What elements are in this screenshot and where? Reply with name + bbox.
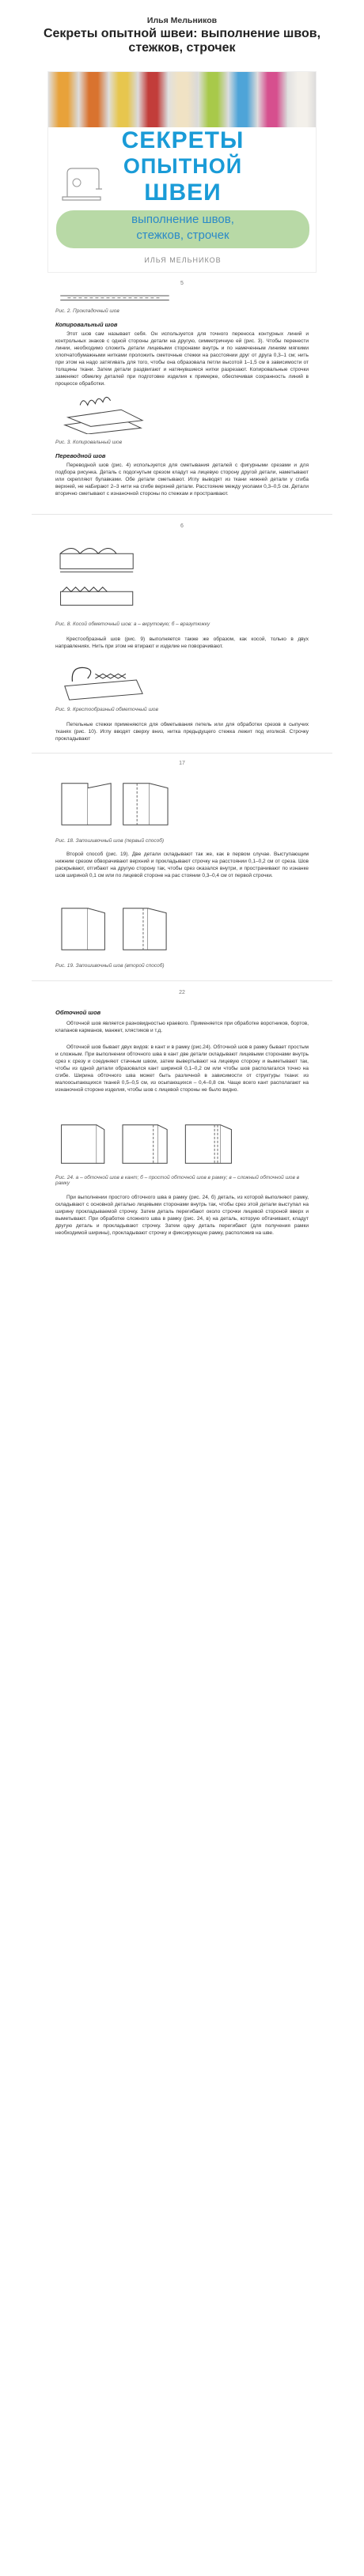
page-number: 5 [180, 281, 184, 286]
thread-spool [228, 72, 258, 127]
figure-caption: Рис. 3. Копировальный шов [55, 440, 122, 445]
body-paragraph: Этот шов сам называет себя. Он используется для точного переноса контурных линий и контрольных знаков с одной стороны детали на другую, симметричную ей (рис. 3). Чтобы перенести линии, необходимо сложить детали лицевыми сторонами внутрь и по намеченным линиям мягкими хлопчатобумажными нитками проложить сметочные стежки на расстоянии друг от друга 0,3–1 см; нить при этом на надо затягивать для того, чтобы она образовала петли высотой 1–1,5 см в зависимости от толщины ткани. Затем детали раздвигают и натянувшиеся нитки разрезают. Копировальные строчки заменяют обмелку деталей при подготовке изделия к примерке, обеспечивая сохранность линий в процессе обработки. [55, 331, 309, 387]
section-heading: Копировальный шов [55, 321, 118, 328]
cover-title-line3: ШВЕИ [144, 179, 222, 206]
page-separator [32, 753, 332, 754]
body-paragraph: Обточной шов бывает двух видов: в кант и в рамку (рис.24). Обточной шов в рамку бывает простым и сложным. При выполнении обточного шва в кант две детали складывают лицевыми сторонами внутрь срез к срезу и соединяют стачным швом, затем вывертывают на лицевую сторону и выметывают так, чтобы из одной детали образовался кант шириной 0,1–0,2 см или чтобы шов располагался точно на сгибе. Ширина обточного шва может быть различной в зависимости от структуры ткани: из малоосыпающихся тканей 0,5–0,5 см, из осыпающихся – 0,4–0,8 см. Чаще всего кант располагают на изнаночной стороне изделия, чтобы шов с лицевой стороны не было видно. [55, 1044, 309, 1093]
section-heading: Переводной шов [55, 452, 106, 459]
section-heading: Обточной шов [55, 1009, 101, 1016]
cover-title-line1: СЕКРЕТЫ [121, 127, 245, 153]
book-cover [47, 71, 317, 273]
thread-spool [138, 72, 168, 127]
cover-title-line2: ОПЫТНОЙ [123, 154, 243, 178]
thread-spool [198, 72, 228, 127]
body-paragraph: Крестообразный шов (рис. 9) выполняется также же образом, как косой, только в двух направлениях. Нить при этом не втирают и изделие не поворачивают. [55, 636, 309, 649]
book-title: Секреты опытной швеи: выполнение швов, стежков, строчек [43, 27, 321, 55]
book-author: Илья Мельников [146, 16, 218, 25]
thread-spool [78, 72, 108, 127]
page-separator [32, 980, 332, 981]
seam-figure-24 [55, 1120, 237, 1169]
figure-caption: Рис. 2. Прокладочный шов [55, 308, 119, 314]
thread-spool [108, 72, 138, 127]
seam-figure-8a [55, 538, 142, 577]
cover-subtitle-line2: стежков, строчек [136, 229, 229, 242]
thread-spool [257, 72, 287, 127]
seam-figure-9 [55, 658, 150, 702]
seam-figure-18 [55, 776, 174, 832]
page-number: 6 [180, 523, 184, 529]
body-paragraph: При выполнении простого обточного шва в рамку (рис. 24, б) деталь, из которой выполняют рамку, складывают с основной деталью лицевыми сторонами внутрь так, чтобы срез этой детали выступал на ширину прокладываемой строчку. Затем деталь перегибают около строчки лицевой стороной вверх и выметывают. При обработке сложного шва в рамку (рис. 24, в) на деталь, которую обтачивают, кладут другую деталь и прокладывают строчку. Затем одну деталь перегибают (для получения рамки необходимой ширины), прокладывают строчку и фиксирующую рамку, расположив на шве. [55, 1195, 309, 1236]
page-separator [32, 514, 332, 515]
body-paragraph: Обточной шов является разновидностью краевого. Применяется при обработке воротников, бортов, клапанов карманов, манжет, хлястиков и т.д. [55, 1021, 309, 1033]
body-paragraph: Переводной шов (рис. 4) используется для сметывания деталей с фигурными срезами и для подбора рисунка. Деталь с подогнутым срезом кладут на лицевую сторону другой детали, наметывают или скрепляют булавками. Обе детали сметывают. Иглу выводят из ткани нижней детали у сгиба верхней, не наБирают 2–3 нити на сгибе верхней детали. Расстояние между уколами 0,3–0,5 см. Детали вторично сметывают с изнаночной стороны по стежкам и простраивают. [55, 463, 309, 497]
figure-caption: Рис. 18. Запошивочный шов (первый способ) [55, 838, 165, 844]
cover-subtitle-line1: выполнение швов, [131, 213, 234, 226]
seam-figure-3 [55, 394, 150, 435]
thread-spool [287, 72, 317, 127]
figure-caption: Рис. 24. а – обточной шов в кант; б – простой обточной шов в рамку; в – сложный обточной шов в рамку [55, 1175, 300, 1186]
figure-caption: Рис. 8. Косой обметочный шов: а – вкрутовую; б – вразутюжку [55, 621, 210, 627]
seam-figure-8b [55, 580, 142, 612]
thread-spools-image [48, 72, 317, 127]
figure-caption: Рис. 9. Крестообразный обметочный шов [55, 707, 158, 712]
cover-author: ИЛЬЯ МЕЛЬНИКОВ [144, 256, 222, 264]
body-paragraph: Второй способ (рис. 19). Две детали складывают так же, как в первом случае. Выступающим нижним срезом обворачивают верхний и прокладывают строчку на расстоянии 0,1–0,2 см от среза. Шов раскрывают, отгибают на другую сторону так, чтобы срез оказался внутри, и прострачивают по изнанке шов шириной 0,1 см или по лицевой стороне на рас стоянии 0,3–0,4 см от первой строчки. [55, 852, 309, 878]
seam-figure-19 [55, 901, 174, 957]
seam-figure-2 [55, 286, 174, 305]
figure-caption: Рис. 19. Запошивочный шов (второй способ) [55, 963, 165, 969]
body-paragraph: Петельные стежки применяются для обметывания петель или для обработки срезов в сыпучих тканях (рис. 10). Иглу вводят сверху вниз, нитка предыдущего стежка лежит под иголкой. Строчку прокладывают [55, 722, 309, 742]
page-number: 22 [179, 990, 185, 995]
thread-spool [48, 72, 78, 127]
page-number: 17 [179, 761, 185, 766]
thread-spool [168, 72, 198, 127]
